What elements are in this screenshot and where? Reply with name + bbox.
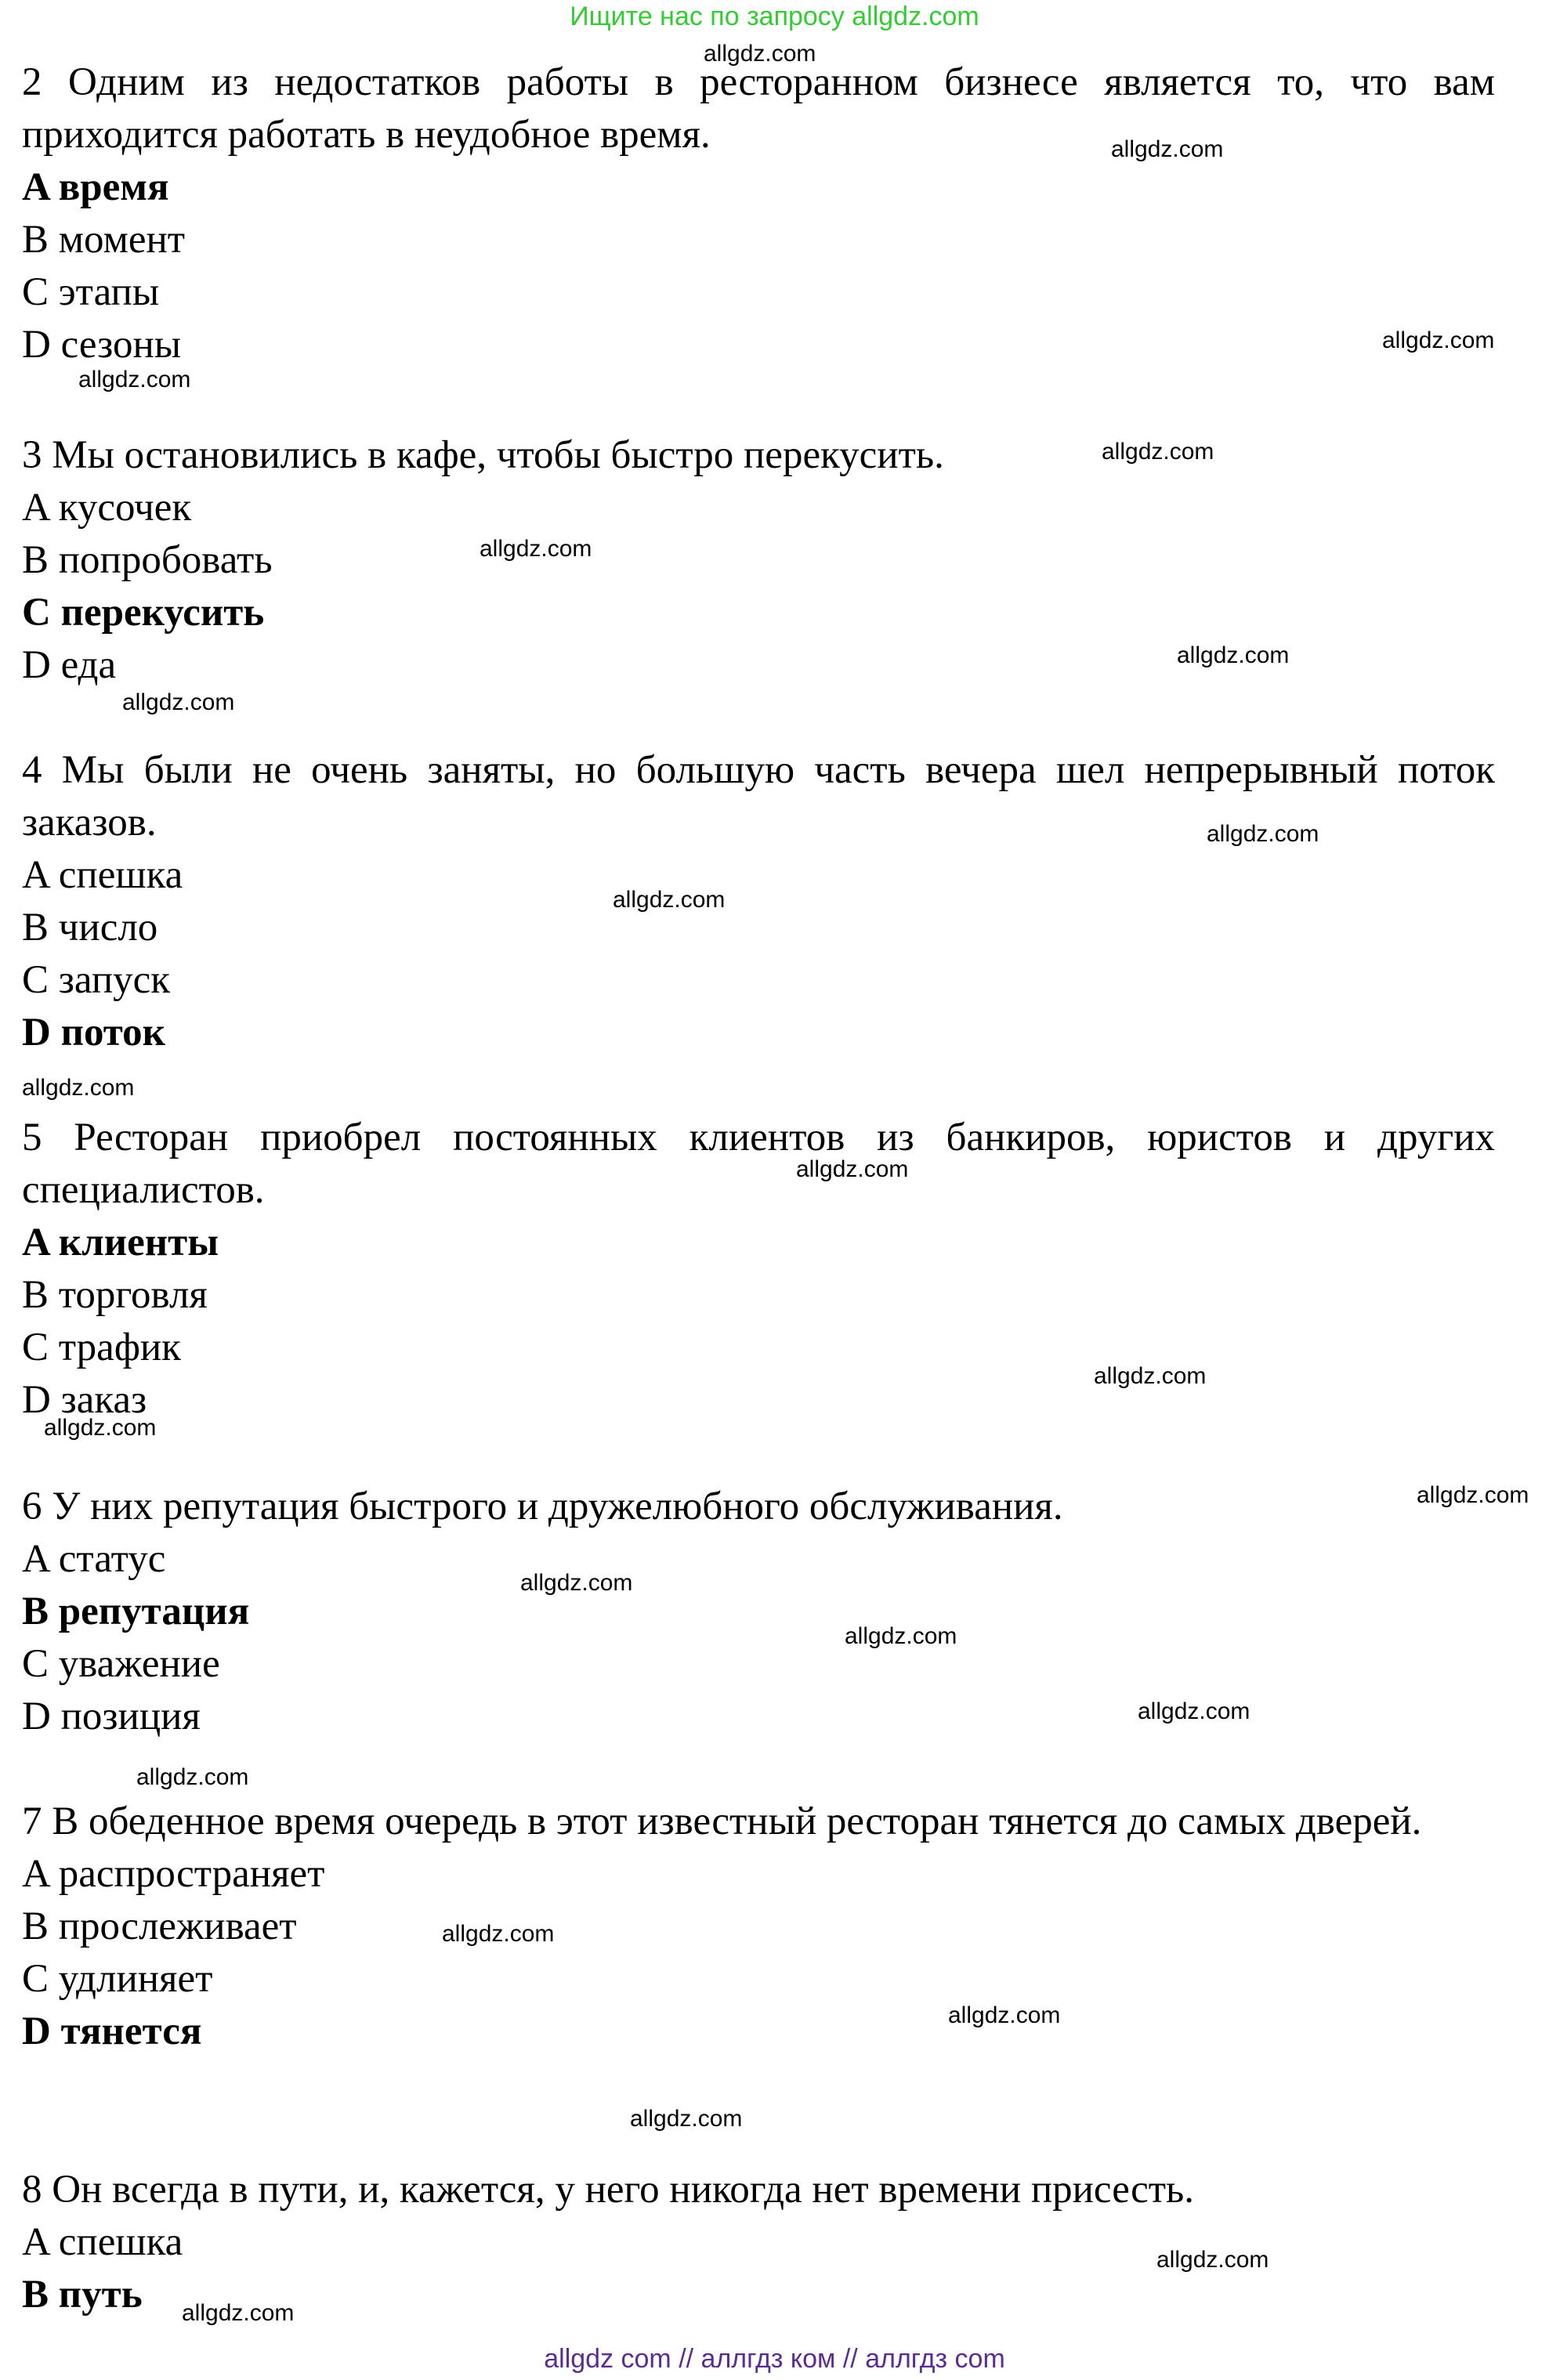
question-text: 7 В обеденное время очередь в этот известный ресторан тянется до самых дверей. [22, 1799, 1422, 1843]
option-d: D поток [22, 1011, 166, 1054]
option-c: C запуск [22, 958, 171, 1002]
option-b: B репутация [22, 1590, 250, 1633]
option-b: B момент [22, 218, 186, 262]
watermark: allgdz.com [442, 1921, 555, 1947]
watermark: allgdz.com [613, 887, 726, 913]
option-d: D заказ [22, 1378, 147, 1422]
watermark: allgdz.com [1094, 1363, 1207, 1389]
question-text: 4 Мы были не очень заняты, но большую часть вечера шел непрерывный поток заказов. [22, 748, 1495, 845]
option-b: B число [22, 906, 158, 949]
option-b: B прослеживает [22, 1904, 297, 1948]
question-text: 6 У них репутация быстрого и дружелюбного обслуживания. [22, 1485, 1063, 1528]
option-d: D сезоны [22, 323, 182, 367]
option-a: A статус [22, 1537, 166, 1581]
option-d: D еда [22, 643, 117, 687]
question-8 [22, 2164, 1495, 2321]
watermark: allgdz.com [1382, 327, 1495, 353]
option-d: D тянется [22, 2009, 202, 2053]
question-5 [22, 1112, 1495, 1427]
watermark: allgdz.com [796, 1156, 909, 1182]
watermark: allgdz.com [520, 1570, 633, 1596]
option-d: D позиция [22, 1695, 201, 1738]
option-b: B попробовать [22, 538, 273, 582]
watermark: allgdz.com [182, 2300, 295, 2326]
watermark: allgdz.com [845, 1623, 957, 1649]
watermark: allgdz.com [1177, 642, 1290, 668]
question-text: 3 Мы остановились в кафе, чтобы быстро перекусить. [22, 433, 944, 477]
question-text: 2 Одним из недостатков работы в ресторанном бизнесе является то, что вам приходится работать в неудобное время. [22, 60, 1495, 157]
question-2 [22, 56, 1495, 371]
watermark: allgdz.com [1156, 2247, 1269, 2273]
option-a: A кусочек [22, 486, 192, 530]
watermark: allgdz.com [1138, 1698, 1250, 1724]
bottom-banner-link[interactable]: allgdz com // аллгдз ком // аллгдз com [544, 2344, 1005, 2374]
watermark: allgdz.com [1111, 136, 1224, 162]
option-c: C перекусить [22, 591, 265, 635]
option-b: B торговля [22, 1273, 208, 1317]
option-c: C этапы [22, 270, 160, 314]
watermark: allgdz.com [948, 2002, 1061, 2028]
watermark: allgdz.com [122, 689, 235, 715]
option-b: B путь [22, 2273, 143, 2317]
question-text: 8 Он всегда в пути, и, кажется, у него никогда нет времени присесть. [22, 2168, 1195, 2212]
watermark: allgdz.com [1102, 439, 1214, 465]
option-c: C удлиняет [22, 1957, 213, 2001]
option-a: A распространяет [22, 1852, 325, 1896]
top-banner-link[interactable]: Ищите нас по запросу allgdz.com [570, 2, 979, 31]
option-c: C трафик [22, 1326, 181, 1369]
question-4 [22, 744, 1495, 1059]
question-6 [22, 1481, 1495, 1743]
option-a: A спешка [22, 2220, 183, 2264]
watermark: allgdz.com [480, 536, 592, 562]
watermark: allgdz.com [1417, 1482, 1529, 1508]
option-a: A спешка [22, 853, 183, 897]
option-a: A время [22, 165, 169, 209]
watermark: allgdz.com [78, 367, 191, 392]
watermark: allgdz.com [22, 1075, 135, 1101]
question-text: 5 Ресторан приобрел постоянных клиентов из банкиров, юристов и других специалистов. [22, 1116, 1495, 1212]
watermark: allgdz.com [44, 1415, 157, 1441]
option-c: C уважение [22, 1642, 220, 1686]
option-a: A клиенты [22, 1221, 219, 1264]
watermark: allgdz.com [704, 41, 816, 67]
watermark: allgdz.com [1207, 821, 1319, 847]
watermark: allgdz.com [630, 2106, 743, 2132]
watermark: allgdz.com [136, 1764, 249, 1790]
question-7 [22, 1796, 1495, 2058]
